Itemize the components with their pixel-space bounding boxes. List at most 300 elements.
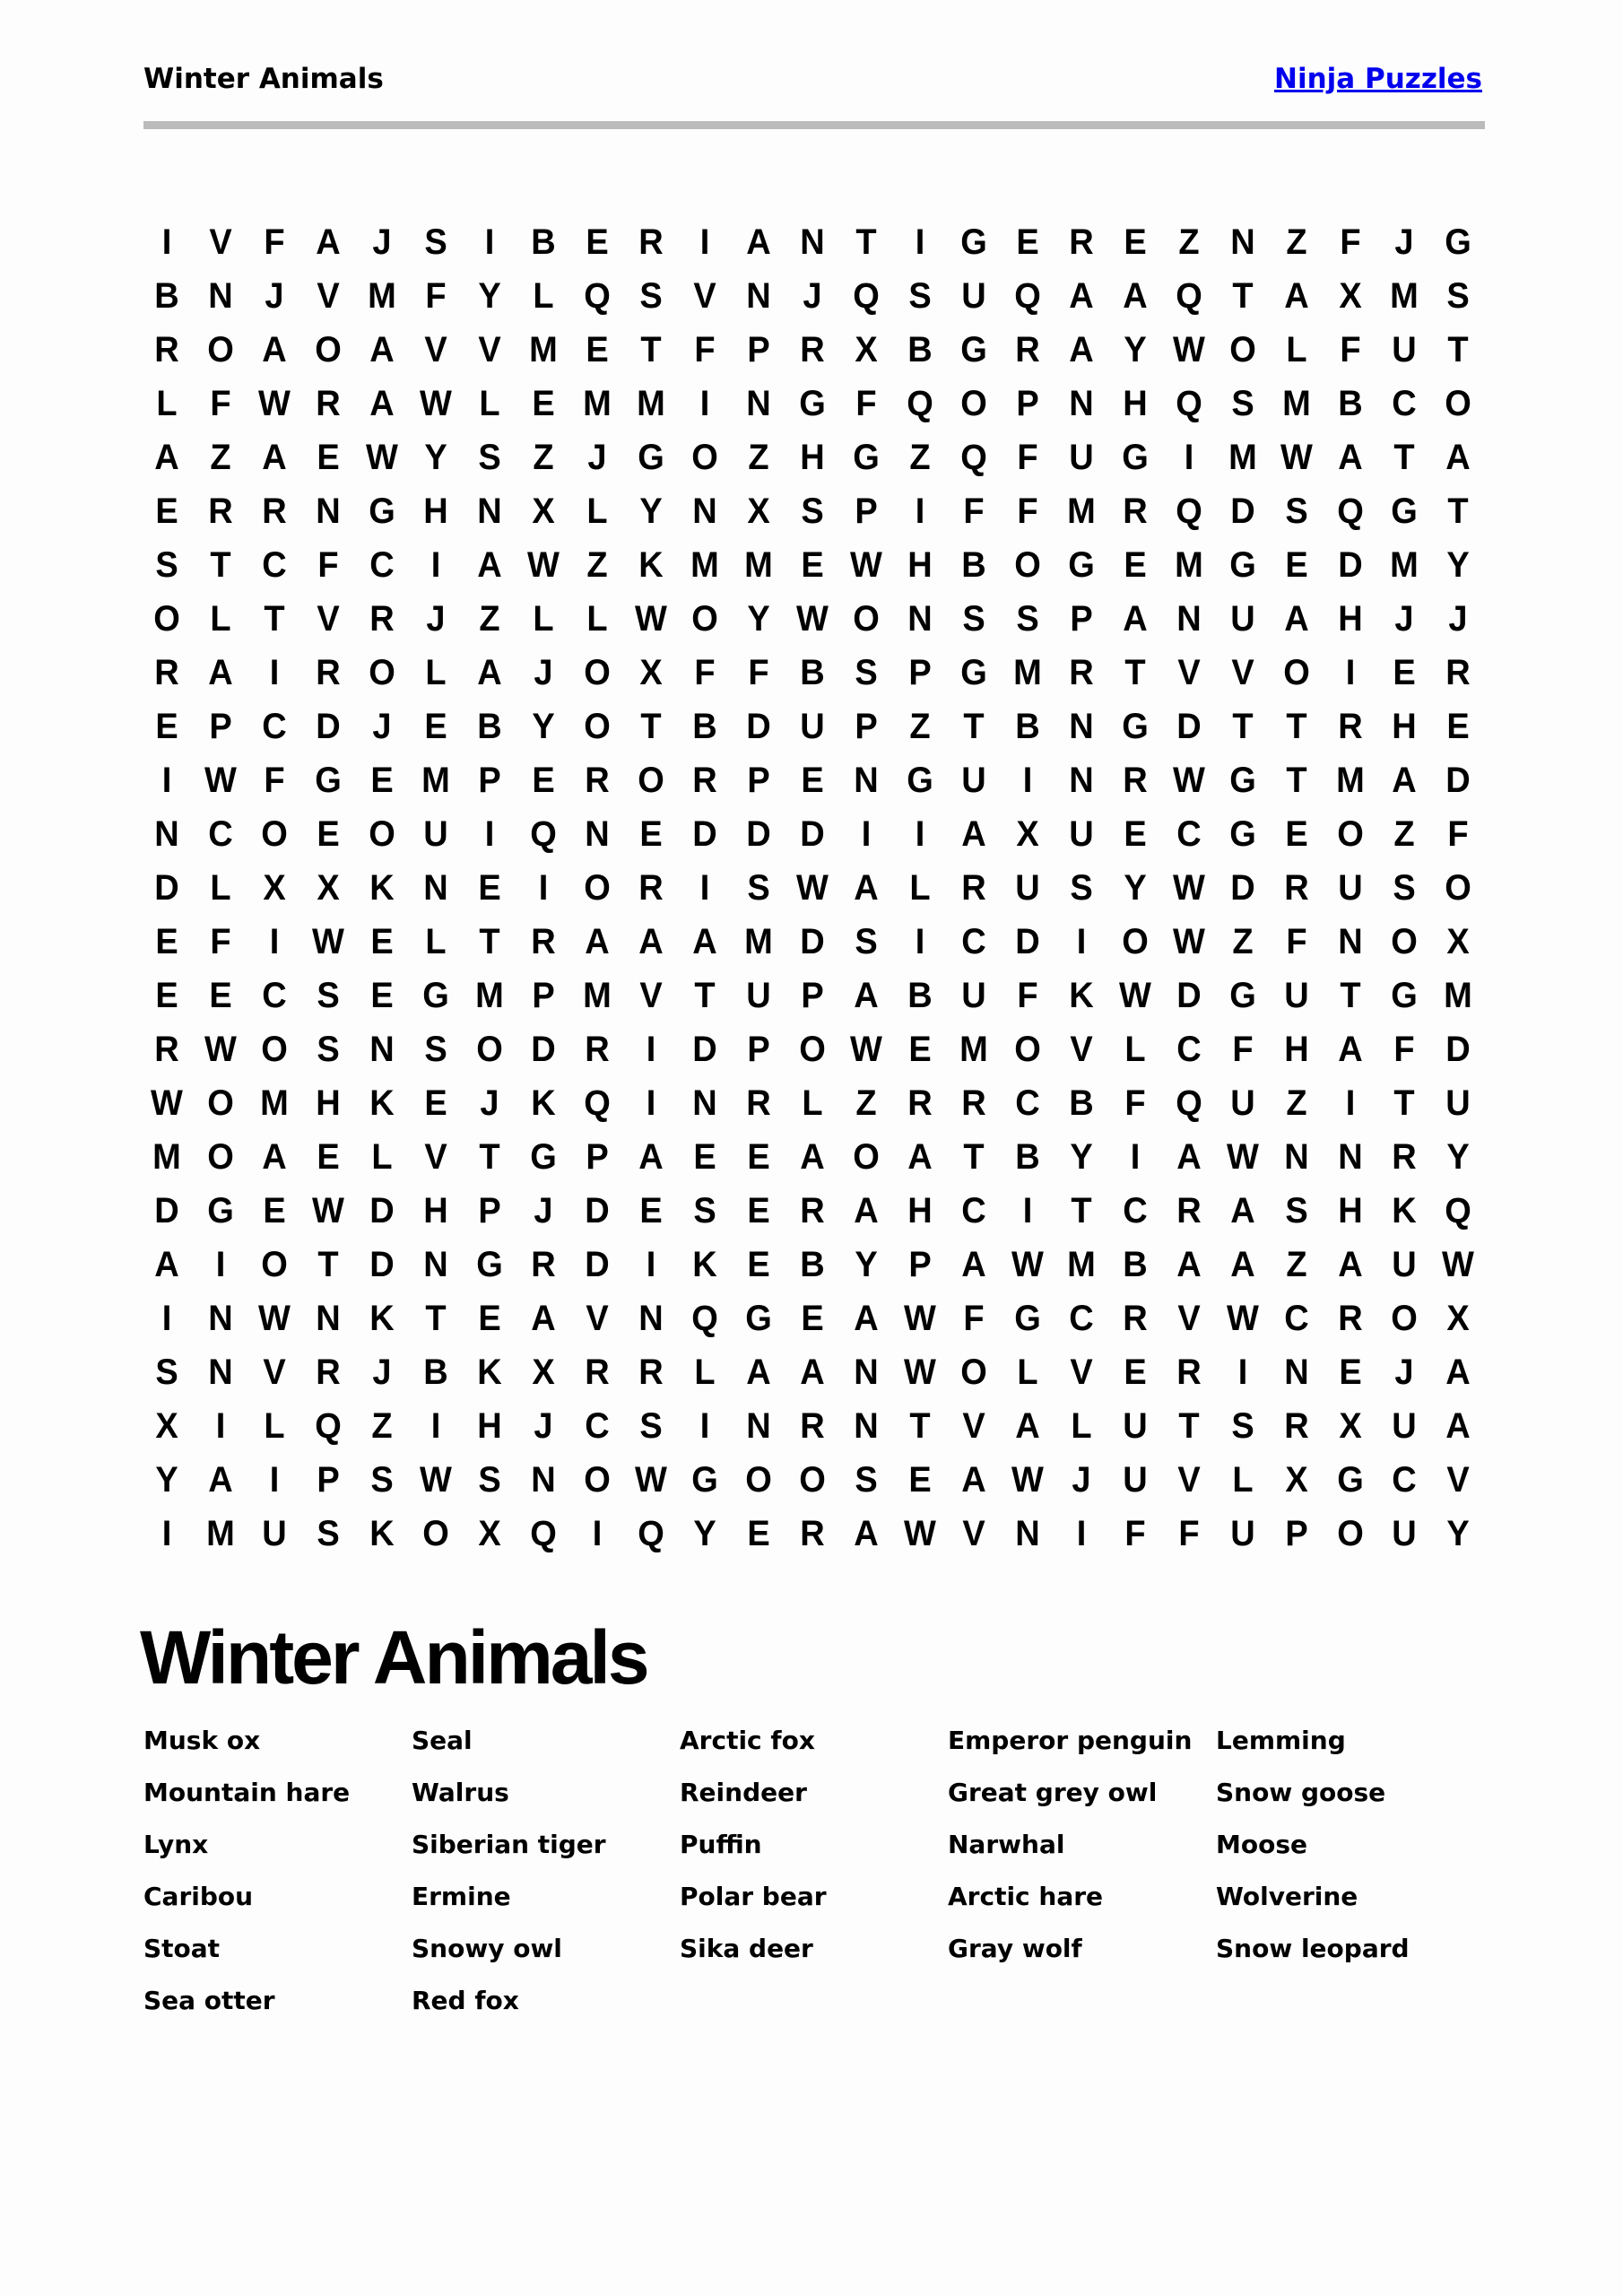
grid-letter[interactable]: R — [800, 329, 825, 370]
grid-letter[interactable]: S — [317, 1513, 340, 1553]
grid-letter[interactable]: V — [962, 1513, 985, 1553]
grid-letter[interactable]: H — [1338, 1190, 1363, 1231]
grid-letter[interactable]: P — [747, 1029, 770, 1069]
grid-letter[interactable]: N — [208, 275, 233, 316]
grid-letter[interactable]: Z — [1178, 222, 1200, 262]
grid-letter[interactable]: Q — [907, 383, 933, 423]
grid-letter[interactable]: W — [796, 867, 829, 908]
grid-letter[interactable]: C — [961, 1190, 986, 1231]
grid-letter[interactable]: G — [1068, 544, 1095, 585]
grid-letter[interactable]: I — [269, 921, 280, 961]
grid-letter[interactable]: I — [646, 1244, 656, 1284]
grid-letter[interactable]: N — [423, 1244, 448, 1284]
grid-letter[interactable]: S — [317, 1029, 340, 1069]
grid-letter[interactable]: R — [154, 1029, 179, 1069]
grid-letter[interactable]: R — [1176, 1352, 1202, 1392]
grid-letter[interactable]: E — [1285, 813, 1308, 854]
grid-letter[interactable]: I — [861, 813, 872, 854]
grid-letter[interactable]: I — [161, 222, 172, 262]
grid-letter[interactable]: E — [747, 1244, 770, 1284]
grid-letter[interactable]: J — [265, 275, 284, 316]
grid-letter[interactable]: V — [209, 222, 232, 262]
grid-letter[interactable]: G — [1122, 437, 1149, 477]
grid-letter[interactable]: V — [263, 1352, 286, 1392]
grid-letter[interactable]: R — [638, 867, 664, 908]
grid-letter[interactable]: T — [1178, 1405, 1200, 1446]
grid-letter[interactable]: I — [915, 222, 925, 262]
grid-letter[interactable]: U — [1123, 1405, 1148, 1446]
grid-letter[interactable]: S — [1393, 867, 1416, 908]
grid-letter[interactable]: W — [1173, 867, 1205, 908]
grid-letter[interactable]: N — [1069, 383, 1094, 423]
grid-letter[interactable]: S — [855, 921, 878, 961]
grid-letter[interactable]: S — [1285, 491, 1308, 531]
grid-letter[interactable]: A — [1176, 1136, 1202, 1177]
grid-letter[interactable]: N — [1015, 1513, 1040, 1553]
grid-letter[interactable]: Q — [1176, 275, 1202, 316]
grid-letter[interactable]: E — [801, 1298, 824, 1338]
grid-letter[interactable]: G — [960, 329, 987, 370]
grid-letter[interactable]: V — [1177, 1298, 1201, 1338]
grid-letter[interactable]: R — [262, 491, 287, 531]
grid-letter[interactable]: E — [1124, 1352, 1147, 1392]
grid-letter[interactable]: R — [1123, 760, 1148, 800]
grid-letter[interactable]: R — [531, 1244, 556, 1284]
grid-letter[interactable]: R — [208, 491, 233, 531]
grid-letter[interactable]: E — [908, 1459, 932, 1500]
grid-letter[interactable]: S — [747, 867, 770, 908]
grid-letter[interactable]: F — [210, 383, 231, 423]
grid-letter[interactable]: H — [316, 1083, 341, 1123]
grid-letter[interactable]: X — [155, 1405, 178, 1446]
grid-letter[interactable]: O — [853, 1136, 880, 1177]
grid-letter[interactable]: G — [638, 437, 664, 477]
grid-letter[interactable]: P — [586, 1136, 609, 1177]
grid-letter[interactable]: P — [908, 1244, 932, 1284]
grid-letter[interactable]: K — [638, 544, 664, 585]
grid-letter[interactable]: I — [699, 222, 710, 262]
grid-letter[interactable]: F — [210, 921, 231, 961]
grid-letter[interactable]: S — [639, 275, 663, 316]
grid-letter[interactable]: W — [151, 1083, 183, 1123]
grid-letter[interactable]: D — [316, 706, 341, 746]
grid-letter[interactable]: C — [262, 544, 287, 585]
grid-letter[interactable]: E — [747, 1513, 770, 1553]
grid-letter[interactable]: Q — [960, 437, 987, 477]
grid-letter[interactable]: R — [1015, 329, 1040, 370]
grid-letter[interactable]: E — [586, 329, 609, 370]
grid-letter[interactable]: N — [208, 1298, 233, 1338]
grid-letter[interactable]: R — [961, 1083, 986, 1123]
grid-letter[interactable]: J — [803, 275, 822, 316]
grid-letter[interactable]: W — [1173, 921, 1205, 961]
grid-letter[interactable]: W — [312, 921, 344, 961]
grid-letter[interactable]: I — [269, 652, 280, 692]
grid-letter[interactable]: D — [1230, 867, 1255, 908]
grid-letter[interactable]: C — [1123, 1190, 1148, 1231]
grid-letter[interactable]: B — [531, 222, 556, 262]
grid-letter[interactable]: I — [1076, 1513, 1087, 1553]
grid-letter[interactable]: J — [1394, 1352, 1414, 1392]
grid-letter[interactable]: N — [746, 1405, 771, 1446]
grid-letter[interactable]: Q — [691, 1298, 718, 1338]
grid-letter[interactable]: Q — [530, 813, 557, 854]
grid-letter[interactable]: R — [1123, 1298, 1148, 1338]
grid-letter[interactable]: B — [800, 652, 825, 692]
grid-letter[interactable]: L — [802, 1083, 823, 1123]
grid-letter[interactable]: D — [800, 921, 825, 961]
grid-letter[interactable]: H — [1338, 598, 1363, 639]
grid-letter[interactable]: R — [1069, 652, 1094, 692]
grid-letter[interactable]: G — [1014, 1298, 1041, 1338]
grid-letter[interactable]: L — [1017, 1352, 1038, 1392]
grid-letter[interactable]: O — [584, 706, 611, 746]
grid-letter[interactable]: W — [796, 598, 829, 639]
grid-letter[interactable]: O — [584, 652, 611, 692]
grid-letter[interactable]: L — [210, 867, 231, 908]
grid-letter[interactable]: S — [317, 975, 340, 1015]
grid-letter[interactable]: T — [909, 1405, 931, 1446]
grid-letter[interactable]: Z — [586, 544, 608, 585]
grid-letter[interactable]: C — [1284, 1298, 1309, 1338]
grid-letter[interactable]: G — [1229, 975, 1256, 1015]
grid-letter[interactable]: A — [262, 1136, 287, 1177]
grid-letter[interactable]: K — [1069, 975, 1094, 1015]
grid-letter[interactable]: M — [1175, 544, 1203, 585]
grid-letter[interactable]: U — [961, 760, 986, 800]
grid-letter[interactable]: S — [908, 275, 932, 316]
grid-letter[interactable]: U — [800, 706, 825, 746]
grid-letter[interactable]: L — [371, 1136, 393, 1177]
grid-letter[interactable]: O — [1229, 329, 1256, 370]
grid-letter[interactable]: W — [635, 1459, 667, 1500]
grid-letter[interactable]: T — [1447, 329, 1469, 370]
grid-letter[interactable]: K — [531, 1083, 556, 1123]
grid-letter[interactable]: L — [1286, 329, 1307, 370]
grid-letter[interactable]: X — [1016, 813, 1039, 854]
grid-letter[interactable]: W — [1227, 1298, 1259, 1338]
grid-letter[interactable]: O — [369, 813, 395, 854]
grid-letter[interactable]: H — [907, 544, 933, 585]
grid-letter[interactable]: F — [1340, 329, 1361, 370]
grid-letter[interactable]: T — [640, 329, 662, 370]
grid-letter[interactable]: A — [1338, 1244, 1363, 1284]
grid-letter[interactable]: E — [424, 1083, 447, 1123]
grid-letter[interactable]: F — [1017, 491, 1038, 531]
grid-letter[interactable]: I — [915, 921, 925, 961]
grid-letter[interactable]: T — [963, 706, 985, 746]
grid-letter[interactable]: U — [961, 975, 986, 1015]
grid-letter[interactable]: X — [1446, 1298, 1470, 1338]
grid-letter[interactable]: P — [1285, 1513, 1308, 1553]
grid-letter[interactable]: W — [850, 544, 882, 585]
grid-letter[interactable]: A — [1392, 760, 1417, 800]
grid-letter[interactable]: R — [1284, 1405, 1309, 1446]
grid-letter[interactable]: X — [478, 1513, 501, 1553]
grid-letter[interactable]: E — [747, 1190, 770, 1231]
grid-letter[interactable]: T — [1232, 706, 1254, 746]
grid-letter[interactable]: Y — [424, 437, 447, 477]
grid-letter[interactable]: F — [963, 491, 985, 531]
grid-letter[interactable]: E — [1124, 544, 1147, 585]
grid-letter[interactable]: T — [640, 706, 662, 746]
grid-letter[interactable]: A — [585, 921, 610, 961]
grid-letter[interactable]: F — [748, 652, 769, 692]
grid-letter[interactable]: L — [909, 867, 931, 908]
grid-letter[interactable]: R — [800, 1190, 825, 1231]
grid-letter[interactable]: K — [369, 867, 395, 908]
grid-letter[interactable]: M — [583, 975, 612, 1015]
grid-letter[interactable]: R — [1338, 706, 1363, 746]
grid-letter[interactable]: I — [1237, 1352, 1248, 1392]
grid-letter[interactable]: B — [907, 329, 933, 370]
grid-letter[interactable]: T — [1124, 652, 1146, 692]
grid-letter[interactable]: R — [1069, 222, 1094, 262]
grid-letter[interactable]: O — [476, 1029, 503, 1069]
grid-letter[interactable]: D — [1445, 1029, 1471, 1069]
grid-letter[interactable]: V — [478, 329, 501, 370]
grid-letter[interactable]: P — [747, 329, 770, 370]
grid-letter[interactable]: M — [1390, 544, 1419, 585]
grid-letter[interactable]: B — [692, 706, 717, 746]
grid-letter[interactable]: F — [1286, 921, 1307, 961]
grid-letter[interactable]: O — [261, 1244, 288, 1284]
grid-letter[interactable]: W — [1227, 1136, 1259, 1177]
grid-letter[interactable]: A — [854, 867, 879, 908]
grid-letter[interactable]: E — [1339, 1352, 1362, 1392]
grid-letter[interactable]: V — [586, 1298, 609, 1338]
grid-letter[interactable]: V — [693, 275, 716, 316]
grid-letter[interactable]: A — [531, 1298, 556, 1338]
grid-letter[interactable]: M — [744, 921, 773, 961]
grid-letter[interactable]: F — [264, 760, 285, 800]
grid-letter[interactable]: X — [747, 491, 770, 531]
grid-letter[interactable]: T — [1393, 1083, 1415, 1123]
grid-letter[interactable]: O — [638, 760, 664, 800]
grid-letter[interactable]: B — [1015, 706, 1040, 746]
grid-letter[interactable]: D — [746, 813, 771, 854]
grid-letter[interactable]: M — [368, 275, 396, 316]
grid-letter[interactable]: Y — [693, 1513, 716, 1553]
grid-letter[interactable]: C — [1015, 1083, 1040, 1123]
grid-letter[interactable]: M — [1390, 275, 1419, 316]
grid-letter[interactable]: T — [855, 222, 877, 262]
grid-letter[interactable]: C — [262, 975, 287, 1015]
grid-letter[interactable]: P — [532, 975, 555, 1015]
grid-letter[interactable]: B — [423, 1352, 448, 1392]
grid-letter[interactable]: O — [745, 1459, 772, 1500]
grid-letter[interactable]: T — [1286, 706, 1307, 746]
grid-letter[interactable]: D — [692, 813, 717, 854]
grid-letter[interactable]: F — [1017, 437, 1038, 477]
grid-letter[interactable]: A — [1284, 598, 1309, 639]
grid-letter[interactable]: X — [317, 867, 340, 908]
grid-letter[interactable]: N — [1176, 598, 1202, 639]
grid-letter[interactable]: C — [961, 921, 986, 961]
grid-letter[interactable]: Y — [1124, 867, 1147, 908]
grid-letter[interactable]: E — [586, 222, 609, 262]
grid-letter[interactable]: H — [1284, 1029, 1309, 1069]
grid-letter[interactable]: O — [1337, 813, 1364, 854]
grid-letter[interactable]: I — [592, 1513, 603, 1553]
grid-letter[interactable]: I — [1022, 760, 1033, 800]
grid-letter[interactable]: C — [1392, 1459, 1417, 1500]
grid-letter[interactable]: K — [477, 1352, 502, 1392]
grid-letter[interactable]: M — [529, 329, 558, 370]
grid-letter[interactable]: Y — [478, 275, 501, 316]
grid-letter[interactable]: A — [1445, 437, 1471, 477]
grid-letter[interactable]: O — [584, 867, 611, 908]
grid-letter[interactable]: E — [317, 1136, 340, 1177]
grid-letter[interactable]: U — [746, 975, 771, 1015]
grid-letter[interactable]: B — [1069, 1083, 1094, 1123]
grid-letter[interactable]: Q — [530, 1513, 557, 1553]
grid-letter[interactable]: G — [369, 491, 395, 531]
grid-letter[interactable]: W — [1011, 1459, 1044, 1500]
grid-letter[interactable]: H — [1123, 383, 1148, 423]
grid-letter[interactable]: R — [1123, 491, 1148, 531]
grid-letter[interactable]: N — [854, 760, 879, 800]
grid-letter[interactable]: A — [1284, 275, 1309, 316]
grid-letter[interactable]: K — [369, 1513, 395, 1553]
grid-letter[interactable]: H — [423, 491, 448, 531]
grid-letter[interactable]: A — [907, 1136, 933, 1177]
grid-letter[interactable]: O — [369, 652, 395, 692]
grid-letter[interactable]: V — [962, 1405, 985, 1446]
grid-letter[interactable]: O — [799, 1029, 826, 1069]
grid-letter[interactable]: F — [855, 383, 877, 423]
grid-letter[interactable]: Y — [1446, 544, 1470, 585]
grid-letter[interactable]: G — [1337, 1459, 1364, 1500]
grid-letter[interactable]: D — [1176, 975, 1202, 1015]
grid-letter[interactable]: E — [155, 975, 178, 1015]
grid-letter[interactable]: P — [209, 706, 232, 746]
grid-letter[interactable]: Q — [315, 1405, 342, 1446]
grid-letter[interactable]: H — [800, 437, 825, 477]
grid-letter[interactable]: L — [533, 275, 554, 316]
grid-letter[interactable]: U — [1284, 975, 1309, 1015]
grid-letter[interactable]: S — [1285, 1190, 1308, 1231]
grid-letter[interactable]: A — [961, 1244, 986, 1284]
grid-letter[interactable]: T — [479, 1136, 500, 1177]
grid-letter[interactable]: G — [907, 760, 933, 800]
grid-letter[interactable]: M — [744, 544, 773, 585]
grid-letter[interactable]: V — [424, 1136, 447, 1177]
grid-letter[interactable]: A — [1230, 1244, 1255, 1284]
grid-letter[interactable]: O — [1337, 1513, 1364, 1553]
grid-letter[interactable]: A — [1445, 1352, 1471, 1392]
grid-letter[interactable]: A — [477, 544, 502, 585]
grid-letter[interactable]: W — [366, 437, 398, 477]
grid-letter[interactable]: A — [961, 1459, 986, 1500]
grid-letter[interactable]: A — [692, 921, 717, 961]
grid-letter[interactable]: D — [585, 1244, 610, 1284]
grid-letter[interactable]: U — [961, 275, 986, 316]
grid-letter[interactable]: E — [801, 760, 824, 800]
grid-letter[interactable]: L — [479, 383, 500, 423]
grid-letter[interactable]: E — [317, 437, 340, 477]
grid-letter[interactable]: G — [422, 975, 449, 1015]
grid-letter[interactable]: O — [207, 1083, 234, 1123]
grid-letter[interactable]: T — [317, 1244, 339, 1284]
grid-letter[interactable]: D — [154, 1190, 179, 1231]
grid-letter[interactable]: S — [1446, 275, 1470, 316]
grid-letter[interactable]: N — [854, 1352, 879, 1392]
grid-letter[interactable]: Z — [533, 437, 554, 477]
grid-letter[interactable]: A — [262, 437, 287, 477]
grid-letter[interactable]: A — [1176, 1244, 1202, 1284]
grid-letter[interactable]: J — [587, 437, 607, 477]
grid-letter[interactable]: S — [478, 1459, 501, 1500]
grid-letter[interactable]: I — [915, 491, 925, 531]
grid-letter[interactable]: E — [639, 1190, 663, 1231]
grid-letter[interactable]: S — [962, 598, 985, 639]
grid-letter[interactable]: O — [853, 598, 880, 639]
grid-letter[interactable]: Y — [1446, 1136, 1470, 1177]
grid-letter[interactable]: G — [745, 1298, 772, 1338]
grid-letter[interactable]: A — [1338, 1029, 1363, 1069]
grid-letter[interactable]: J — [426, 598, 446, 639]
grid-letter[interactable]: U — [1230, 1083, 1255, 1123]
grid-letter[interactable]: I — [161, 1513, 172, 1553]
grid-letter[interactable]: F — [1340, 222, 1361, 262]
grid-letter[interactable]: S — [1070, 867, 1093, 908]
grid-letter[interactable]: M — [421, 760, 450, 800]
grid-letter[interactable]: N — [531, 1459, 556, 1500]
grid-letter[interactable]: P — [1070, 598, 1093, 639]
grid-letter[interactable]: V — [317, 275, 340, 316]
grid-letter[interactable]: A — [369, 329, 395, 370]
grid-letter[interactable]: E — [801, 544, 824, 585]
grid-letter[interactable]: O — [1391, 1298, 1418, 1338]
grid-letter[interactable]: W — [904, 1298, 936, 1338]
grid-letter[interactable]: W — [904, 1352, 936, 1392]
grid-letter[interactable]: Z — [371, 1405, 393, 1446]
grid-letter[interactable]: A — [1230, 1190, 1255, 1231]
grid-letter[interactable]: R — [1176, 1190, 1202, 1231]
grid-letter[interactable]: C — [208, 813, 233, 854]
grid-letter[interactable]: N — [638, 1298, 664, 1338]
grid-letter[interactable]: M — [475, 975, 504, 1015]
grid-letter[interactable]: O — [207, 1136, 234, 1177]
grid-letter[interactable]: M — [152, 1136, 181, 1177]
grid-letter[interactable]: I — [1076, 921, 1087, 961]
grid-letter[interactable]: N — [692, 491, 717, 531]
grid-letter[interactable]: E — [478, 1298, 501, 1338]
grid-letter[interactable]: R — [316, 1352, 341, 1392]
grid-letter[interactable]: S — [639, 1405, 663, 1446]
grid-letter[interactable]: L — [156, 383, 178, 423]
grid-letter[interactable]: N — [316, 491, 341, 531]
grid-letter[interactable]: S — [855, 1459, 878, 1500]
grid-letter[interactable]: R — [585, 760, 610, 800]
grid-letter[interactable]: R — [585, 1352, 610, 1392]
grid-letter[interactable]: A — [800, 1352, 825, 1392]
grid-letter[interactable]: I — [161, 1298, 172, 1338]
grid-letter[interactable]: G — [1391, 491, 1418, 531]
grid-letter[interactable]: J — [1394, 598, 1414, 639]
grid-letter[interactable]: X — [1446, 921, 1470, 961]
grid-letter[interactable]: R — [800, 1513, 825, 1553]
grid-letter[interactable]: U — [1230, 1513, 1255, 1553]
grid-letter[interactable]: X — [1339, 1405, 1362, 1446]
grid-letter[interactable]: N — [907, 598, 933, 639]
grid-letter[interactable]: N — [1338, 1136, 1363, 1177]
grid-letter[interactable]: J — [372, 1352, 392, 1392]
grid-letter[interactable]: I — [1130, 1136, 1141, 1177]
grid-letter[interactable]: E — [155, 921, 178, 961]
grid-letter[interactable]: J — [534, 652, 553, 692]
